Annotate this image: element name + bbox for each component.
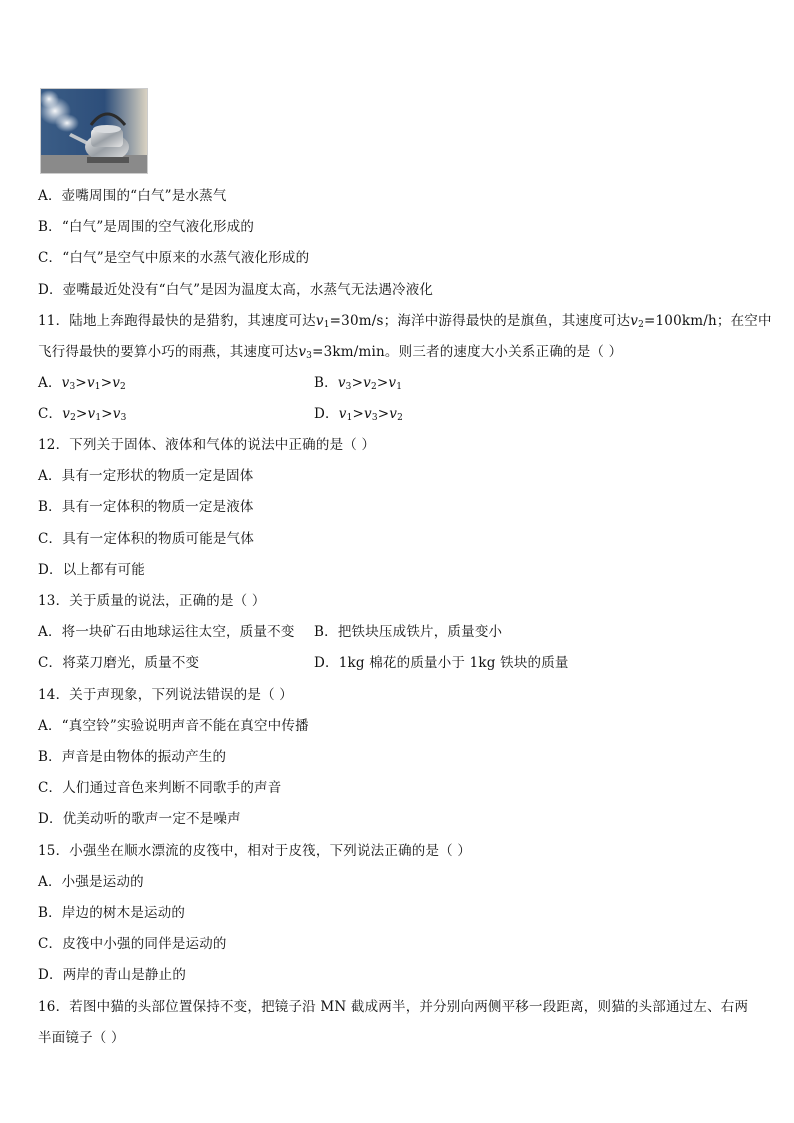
q11-stem-line1: 11．陆地上奔跑得最快的是猎豹，其速度可达$v_1=30m/s$；海洋中游得最快的是旗鱼，其速度可达$v_2=100km/h$；在空中 <box>38 313 772 330</box>
q11-option-b: B．$v_3>v_2>v_1$ <box>314 375 403 392</box>
q13-stem: 13．关于质量的说法，正确的是（ ） <box>38 593 266 609</box>
q10-option-b: B．“白气”是周围的空气液化形成的 <box>38 219 255 235</box>
q11-option-d: D．$v_1>v_3>v_2$ <box>314 406 404 423</box>
q11-option-a: A．$v_3>v_1>v_2$ <box>38 375 126 392</box>
q14-stem: 14．关于声现象，下列说法错误的是（ ） <box>38 687 293 703</box>
q15-option-d: D．两岸的青山是静止的 <box>38 967 187 983</box>
q10-option-c: C．“白气”是空气中原来的水蒸气液化形成的 <box>38 250 310 266</box>
q12-option-d: D．以上都有可能 <box>38 562 145 578</box>
q13-option-a: A．将一块矿石由地球运往太空，质量不变 <box>38 624 295 640</box>
q15-option-a: A．小强是运动的 <box>38 874 144 890</box>
q11-option-c: C．$v_2>v_1>v_3$ <box>38 406 127 423</box>
kettle-steam-image <box>40 88 148 174</box>
q11-stem-line2: 飞行得最快的要算小巧的雨燕，其速度可达$v_3=3km/\min$。则三者的速度大小关系正确的是（ ） <box>38 344 623 361</box>
q12-option-b: B．具有一定体积的物质一定是液体 <box>38 499 254 515</box>
q13-option-d: D．1kg 棉花的质量小于 1kg 铁块的质量 <box>314 655 569 671</box>
q13-option-b: B．把铁块压成铁片，质量变小 <box>314 624 503 640</box>
q14-option-a: A．“真空铃”实验说明声音不能在真空中传播 <box>38 718 309 734</box>
q13-option-c: C．将菜刀磨光，质量不变 <box>38 655 200 671</box>
q14-option-d: D．优美动听的歌声一定不是噪声 <box>38 811 241 827</box>
q12-option-a: A．具有一定形状的物质一定是固体 <box>38 468 254 484</box>
q16-stem-line1: 16．若图中猫的头部位置保持不变，把镜子沿 MN 截成两半，并分别向两侧平移一段距离，则猫的头部通过左、右两 <box>38 999 749 1015</box>
q12-stem: 12．下列关于固体、液体和气体的说法中正确的是（ ） <box>38 437 376 453</box>
q10-option-a: A．壶嘴周围的“白气”是水蒸气 <box>38 188 227 204</box>
q15-option-c: C．皮筏中小强的同伴是运动的 <box>38 936 227 952</box>
q10-option-d: D．壶嘴最近处没有“白气”是因为温度太高，水蒸气无法遇冷液化 <box>38 282 434 298</box>
q16-stem-line2: 半面镜子（ ） <box>38 1030 125 1046</box>
q12-option-c: C．具有一定体积的物质可能是气体 <box>38 531 255 547</box>
q15-option-b: B．岸边的树木是运动的 <box>38 905 186 921</box>
q14-option-b: B．声音是由物体的振动产生的 <box>38 749 227 765</box>
q15-stem: 15．小强坐在顺水漂流的皮筏中，相对于皮筏，下列说法正确的是（ ） <box>38 843 472 859</box>
q14-option-c: C．人们通过音色来判断不同歌手的声音 <box>38 780 282 796</box>
